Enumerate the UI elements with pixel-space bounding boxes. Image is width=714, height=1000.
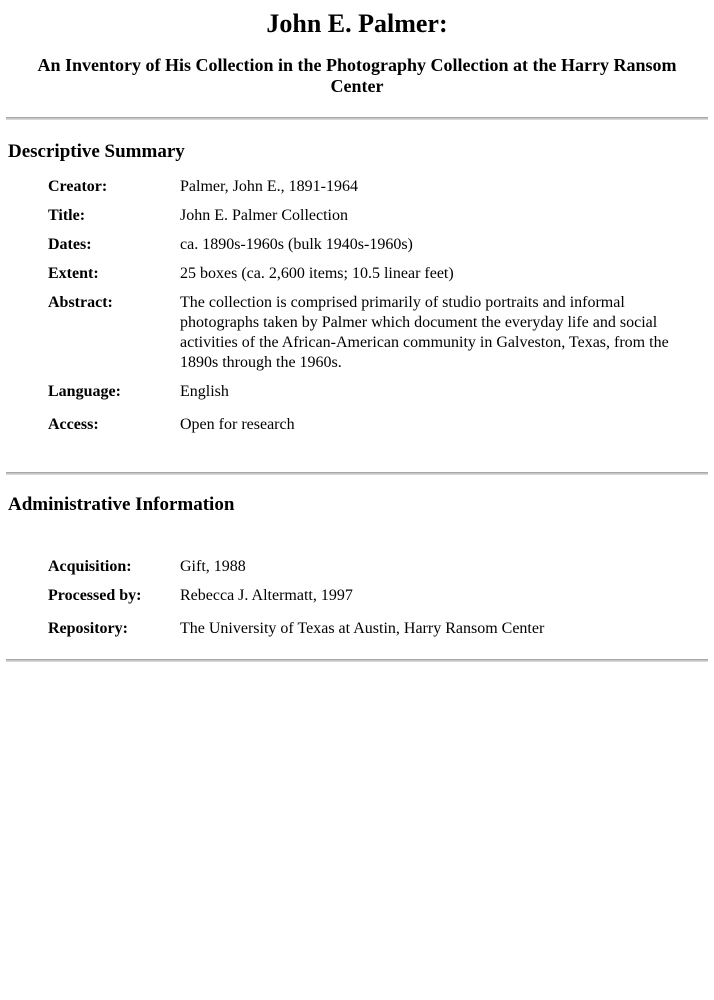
summary-row-abstract — [40, 293, 680, 382]
field-value: The collection is comprised primarily of studio portraits and informal photographs taken by Palmer which document the everyday life and social activities of the African-American community in Galveston, Texas, from the 1890s through the 1960s. — [180, 294, 669, 371]
field-label: Title: — [48, 207, 86, 224]
field-value: ca. 1890s-1960s (bulk 1940s-1960s) — [180, 236, 413, 253]
field-label: Creator: — [48, 178, 108, 195]
field-label: Abstract: — [48, 294, 113, 311]
field-value: The University of Texas at Austin, Harry Ransom Center — [180, 620, 545, 637]
descriptive-summary-table — [40, 177, 680, 437]
field-value: Gift, 1988 — [180, 558, 246, 575]
field-value: English — [180, 383, 229, 400]
field-value: 25 boxes (ca. 2,600 items; 10.5 linear feet) — [180, 265, 454, 282]
summary-row-access — [40, 415, 680, 437]
admin-row-repository — [40, 619, 680, 641]
field-label: Processed by: — [48, 587, 142, 604]
field-label: Extent: — [48, 265, 99, 282]
field-value: Open for research — [180, 416, 295, 433]
field-label: Access: — [48, 416, 99, 433]
summary-row-creator — [40, 177, 680, 206]
administrative-information-heading: Administrative Information — [8, 494, 235, 515]
field-label: Language: — [48, 383, 121, 400]
administrative-information-table — [40, 557, 680, 641]
summary-row-title — [40, 206, 680, 235]
descriptive-summary-heading: Descriptive Summary — [8, 141, 185, 162]
field-label: Dates: — [48, 236, 92, 253]
field-value: Rebecca J. Altermatt, 1997 — [180, 587, 353, 604]
page-subtitle: An Inventory of His Collection in the Photography Collection at the Harry Ransom Center — [37, 55, 677, 96]
field-label: Repository: — [48, 620, 128, 637]
summary-row-dates — [40, 235, 680, 264]
summary-row-language — [40, 382, 680, 415]
admin-row-processed-by — [40, 586, 680, 619]
divider — [6, 117, 708, 120]
divider — [6, 472, 708, 475]
field-value: John E. Palmer Collection — [180, 207, 348, 224]
admin-row-acquisition — [40, 557, 680, 586]
divider — [6, 659, 708, 662]
field-label: Acquisition: — [48, 558, 132, 575]
summary-row-extent — [40, 264, 680, 293]
page-title: John E. Palmer: — [266, 9, 448, 38]
field-value: Palmer, John E., 1891-1964 — [180, 178, 359, 195]
